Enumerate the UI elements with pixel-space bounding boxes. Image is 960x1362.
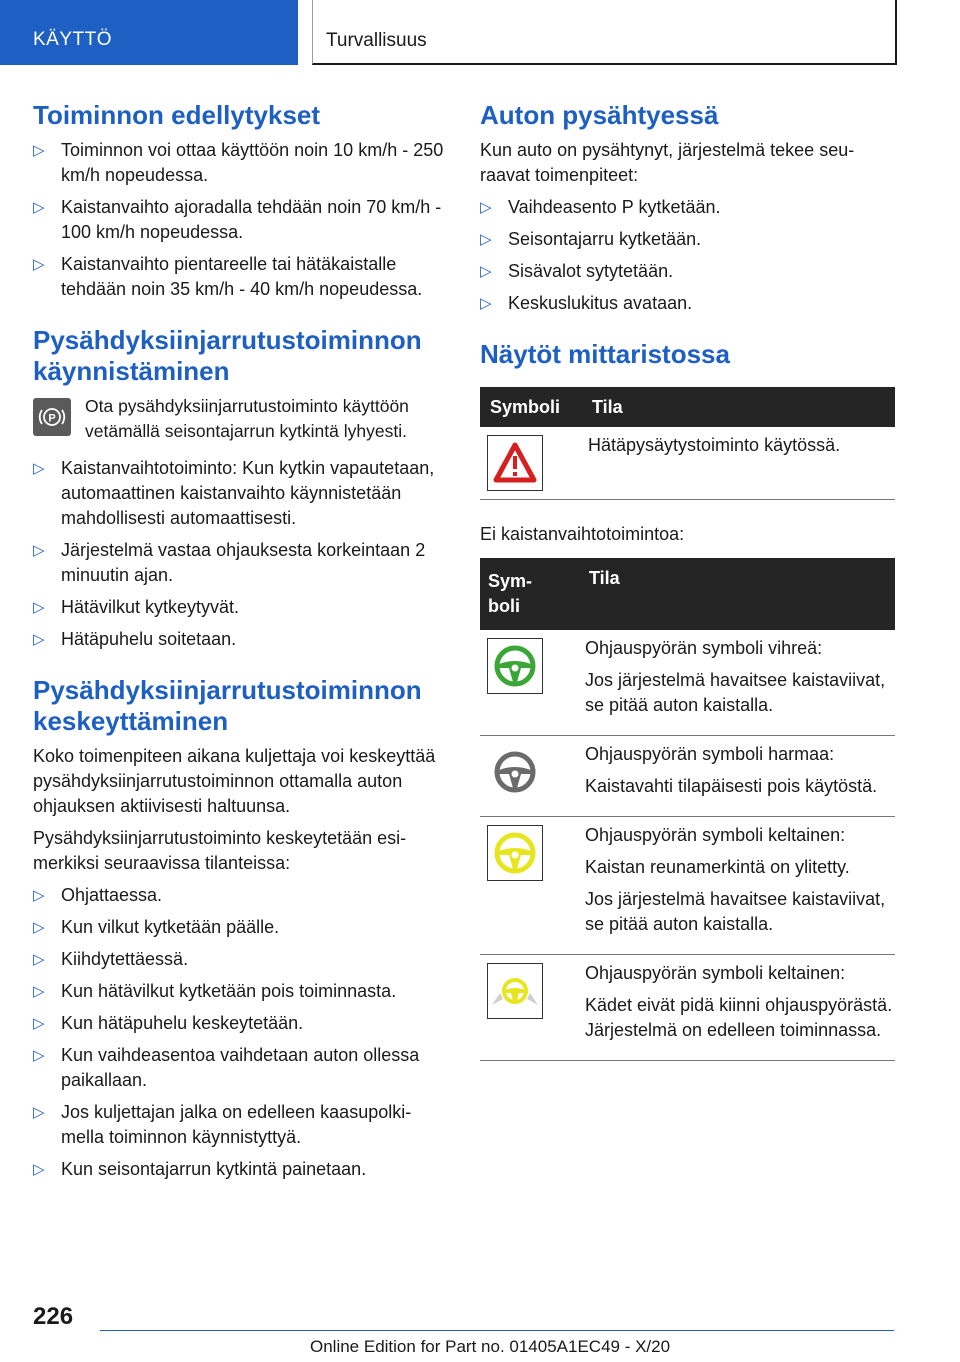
cell-text: Ohjauspyörän symboli keltainen: [585, 963, 846, 983]
triangle-bullet-icon: ▷ [33, 983, 45, 1000]
table-header-symbol: Sym- boli [480, 558, 579, 630]
triangle-bullet-icon: ▷ [33, 1015, 45, 1032]
header-subsection [312, 0, 897, 65]
triangle-bullet-icon: ▷ [480, 199, 492, 216]
paragraph: Kun auto on pysähtynyt, järjestelmä tekee seuraavat toimenpiteet: [480, 140, 855, 185]
list-item: ▷ Toiminnon voi ottaa käyttöön noin 10 km/h - 250 km/h nopeudessa. [33, 140, 444, 185]
cell-text: Ohjauspyörän symboli vihreä: [585, 638, 823, 658]
cell-text: Kaistavahti tilapäisesti pois käytöstä. [585, 776, 878, 796]
table-header-state: Tila [579, 558, 895, 630]
cell-text: Ohjauspyörän symboli keltainen: [585, 825, 846, 845]
cell-text: Kaistan reunamerkintä on ylitetty. [585, 857, 850, 877]
cell-text: Kädet eivät pidä kiinni ohjauspyörästä. Järjestelmä on edelleen toiminnassa. [585, 995, 893, 1040]
table-row [480, 736, 895, 817]
heading-interruption: Pysähdyksiinjarrutustoiminnon keskeyttäminen [33, 675, 422, 736]
footer-divider [100, 1330, 894, 1331]
paragraph: Ei kaistanvaihtotoimintoa: [480, 524, 685, 544]
left-column [33, 100, 448, 1189]
heading-instrument-displays: Näytöt mittaristossa [480, 339, 730, 369]
page-number: 226 [33, 1303, 74, 1330]
list-item: ▷ Kun vaihdeasentoa vaihdetaan auton ollessa paikallaan. [33, 1045, 420, 1090]
activation-list [33, 456, 448, 652]
steering-wheel-grey-icon [487, 744, 543, 800]
table-row [480, 817, 895, 955]
triangle-bullet-icon: ▷ [33, 1161, 45, 1178]
triangle-bullet-icon: ▷ [33, 631, 45, 648]
table-row [480, 955, 895, 1061]
triangle-bullet-icon: ▷ [33, 919, 45, 936]
cell-text: Jos järjestelmä havaitsee kaistaviivat, se pitää auton kaistalla. [585, 889, 886, 934]
cell-text: Jos järjestelmä havaitsee kaistaviivat, se pitää auton kaistalla. [585, 670, 886, 715]
symbol-table-emergency [480, 387, 895, 500]
list-item: ▷ Kaistanvaihto pientareelle tai hätäkaistalle tehdään noin 35 km/h - 40 km/h nopeudessa. [33, 254, 423, 299]
list-item: ▷ Kaistanvaihto ajoradalla tehdään noin 70 km/h - 100 km/h nopeudessa. [33, 197, 442, 242]
triangle-bullet-icon: ▷ [480, 231, 492, 248]
cell-text: Ohjauspyörän symboli harmaa: [585, 744, 835, 764]
triangle-bullet-icon: ▷ [33, 1047, 45, 1064]
list-item: ▷ Vaihdeasento P kytketään. [480, 195, 895, 220]
triangle-bullet-icon: ▷ [33, 460, 45, 477]
paragraph: Pysähdyksiinjarrutustoiminto keskeytetään esimerkiksi seuraavissa tilanteissa: [33, 828, 407, 873]
list-item: ▷ Keskuslukitus avataan. [480, 291, 895, 316]
list-item: ▷ Jos kuljettajan jalka on edelleen kaasupolkimella toiminnon käynnistyttyä. [33, 1102, 412, 1147]
list-item: ▷ Kun vilkut kytketään päälle. [33, 915, 448, 940]
list-item: ▷ Hätävilkut kytkeytyvät. [33, 595, 448, 620]
list-item: ▷ Ohjattaessa. [33, 883, 448, 908]
list-item: ▷ Kaistanvaihtotoiminto: Kun kytkin vapautetaan, automaattinen kaistanvaihto käynnistetään mahdollisesti automaattisesti. [33, 458, 435, 528]
cell-text: Hätäpysäytystoiminto käytössä. [588, 435, 841, 455]
table-header-symbol: Symboli [480, 387, 582, 427]
triangle-bullet-icon: ▷ [33, 951, 45, 968]
list-item: ▷ Seisontajarru kytketään. [480, 227, 895, 252]
svg-text:P: P [48, 412, 56, 425]
warning-triangle-icon [487, 435, 543, 491]
list-item: ▷ Hätäpuhelu soitetaan. [33, 627, 448, 652]
list-item: ▷ Kun hätävilkut kytketään pois toiminnasta. [33, 979, 448, 1004]
steering-wheel-yellow-icon [487, 825, 543, 881]
parking-brake-note [33, 394, 448, 446]
list-item: ▷ Kun hätäpuhelu keskeytetään. [33, 1011, 448, 1036]
triangle-bullet-icon: ▷ [33, 142, 45, 159]
header-section-label: KÄYTTÖ [33, 29, 113, 50]
header-section [0, 0, 298, 65]
heading-activation: Pysähdyksiinjarrutustoiminnon käynnistäminen [33, 325, 422, 386]
steering-wheel-green-icon [487, 638, 543, 694]
stopped-actions-list [480, 195, 895, 316]
list-item: ▷ Kiihdytettäessä. [33, 947, 448, 972]
list-item: ▷ Sisävalot sytytetään. [480, 259, 895, 284]
symbol-table-lane-change [480, 558, 895, 1061]
triangle-bullet-icon: ▷ [33, 256, 45, 273]
list-item: ▷ Kun seisontajarrun kytkintä painetaan. [33, 1157, 448, 1182]
triangle-bullet-icon: ▷ [33, 199, 45, 216]
requirements-list [33, 138, 448, 302]
heading-vehicle-stopped: Auton pysähtyessä [480, 100, 719, 130]
table-row [480, 630, 895, 736]
list-item: ▷ Järjestelmä vastaa ohjauksesta korkeintaan 2 minuutin ajan. [33, 540, 426, 585]
table-row [480, 427, 895, 500]
note-text: Ota pysähdyksiinjarrutustoiminto käyttöön vetämällä seisontajarrun kytkintä lyhyesti. [85, 396, 409, 441]
triangle-bullet-icon: ▷ [480, 295, 492, 312]
interruption-list [33, 883, 448, 1182]
triangle-bullet-icon: ▷ [33, 599, 45, 616]
triangle-bullet-icon: ▷ [33, 1104, 45, 1121]
table-header-state: Tila [582, 387, 895, 427]
steering-wheel-hands-yellow-icon [487, 963, 543, 1019]
triangle-bullet-icon: ▷ [33, 542, 45, 559]
right-column [480, 100, 895, 1061]
triangle-bullet-icon: ▷ [33, 887, 45, 904]
paragraph: Koko toimenpiteen aikana kuljettaja voi keskeyttää pysähdyksiinjarrutustoiminnon ottamalla auton ohjauksen aktiivisesti haltuunsa. [33, 746, 436, 816]
heading-function-requirements: Toiminnon edellytykset [33, 100, 321, 130]
edition-text: Online Edition for Part no. 01405A1EC49 - X/20 [310, 1337, 671, 1356]
header-subsection-label: Turvallisuus [326, 30, 427, 51]
parking-brake-icon [33, 398, 71, 436]
triangle-bullet-icon: ▷ [480, 263, 492, 280]
